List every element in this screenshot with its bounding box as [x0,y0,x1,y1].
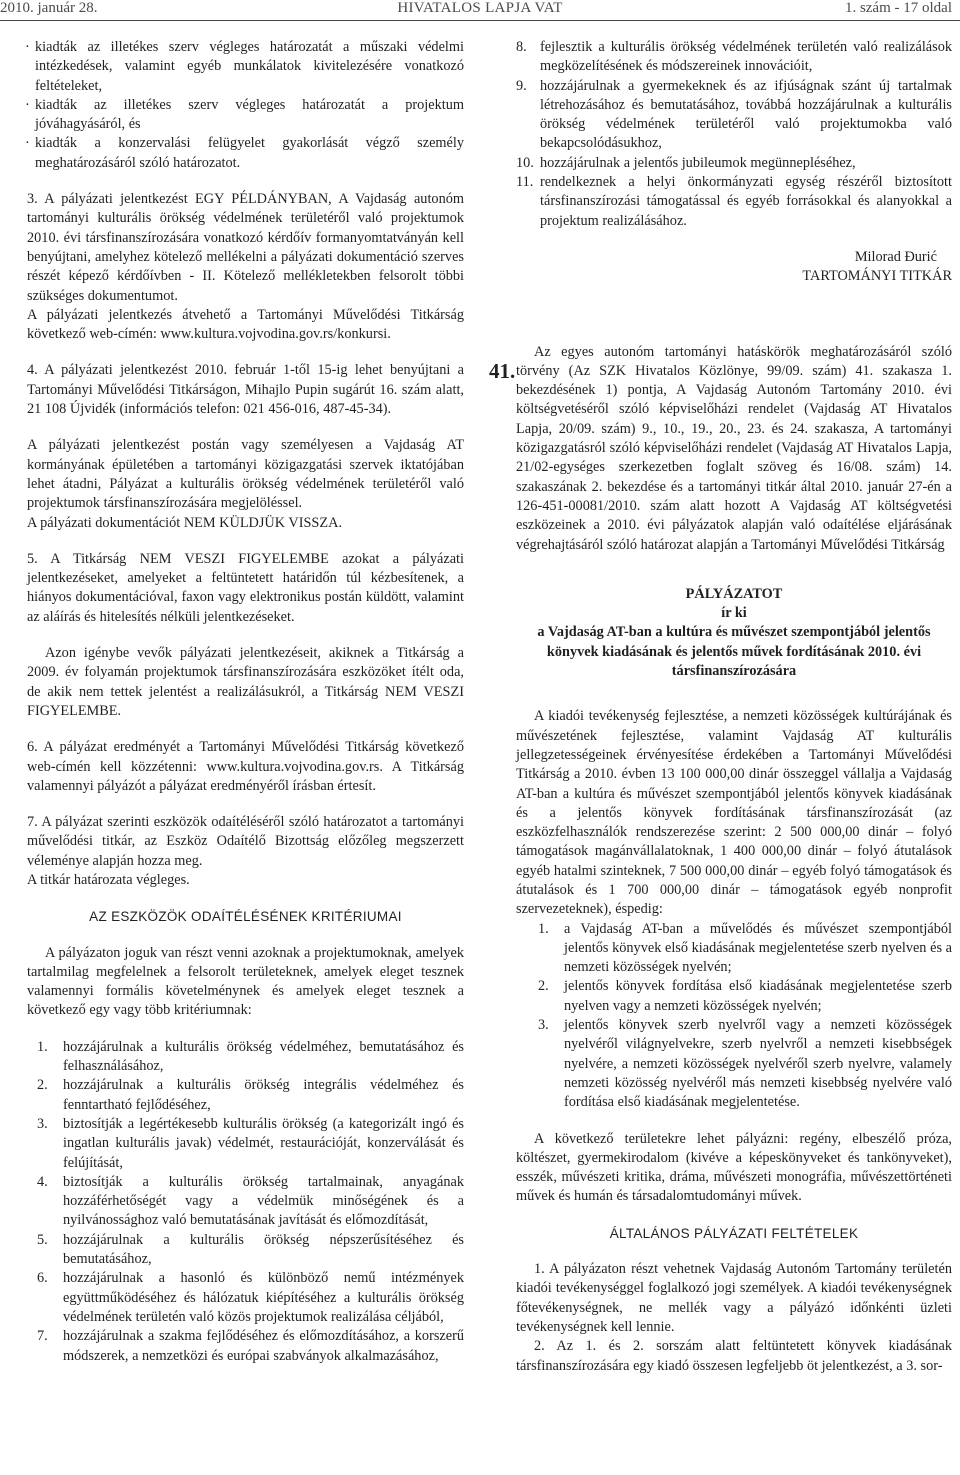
criteria-item: 6. hozzájárulnak a hasonló és különböző nemű intézmények együttműködéséhez és hálózatuk kiépítéséhez a kulturális örökség védelmének területén való közös projektumok realizálása céljából, [37,1270,464,1325]
criteria-item: 5. hozzájárulnak a kulturális örökség népszerűsítéséhez és bemutatásához, [37,1231,464,1268]
header-gazette-title: HIVATALOS LAPJA VAT [397,0,563,16]
criteria-item: 1. hozzájárulnak a kulturális örökség védelméhez, bemutatásához és felhasználásához, [37,1038,464,1075]
genre-areas: A következő területekre lehet pályázni: regény, elbeszélő próza, költészet, gyermekirodalom (kivéve a képeskönyveket és tankönyveket), esszék, művészeti kritika, dráma, művészeti monográfia, művészettörténeti művek és humán és társadalomtudományi művek. [516,1130,952,1205]
condition-1: 1. A pályázaton részt vehetnek Vajdaság Autonóm Tartomány területén kiadói tevékenységgel foglalkozó jogi személyek. A kiadói tevékenységnek főtevékenységnek, ne mellék vagy a pályázó időnkénti üzleti tevékenységnek kell lennie. [516,1261,952,1335]
paragraph-5-previous-users: Azon igénybe vevők pályázati jelentkezéseit, akiknek a Titkárság a 2009. év folyamán projektumok társfinanszírozására eszközöket ítélt oda, de akik nem tettek jelentést a realizálásukról, a Titkárság NEM VESZI FIGYELEMBE. [27,645,464,719]
bullet-item: · kiadták az illetékes szerv végleges határozatát a projektum jóváhagyásáról, és [27,96,464,135]
announcement-subject: a Vajdaság AT-ban a kultúra és művészet szempontjából jelentős könyvek kiadásának és jelentős művek fordításának 2010. évi társfinanszírozására [537,624,931,680]
header-rule [0,20,960,21]
criteria-item: 4. biztosítják a kulturális örökség tartalmainak, anyagának hozzáférhetőségét vagy a védelmük minőségének és a nyilvánossághoz való bemutatásának javítását és előmozdítását, [37,1173,464,1229]
bullet-item: · kiadták az illetékes szerv végleges határozatát a műszaki védelmi intézkedések, valamint egyéb munkálatok kivitelezésére vonatkozó feltételeket, [27,38,464,96]
criteria-item: 11. rendelkeznek a helyi önkormányzati egység részéről biztosított társfinanszírozási támogatással és egyéb forrásokkal és alanyokkal a projektum realizálásához. [516,174,952,229]
header-date: 2010. január 28. [0,0,98,16]
criteria-item: 7. hozzájárulnak a szakma fejlődéséhez és előmozdításához, a korszerű módszerek, a nemzetközi és európai szabványok alkalmazásához, [37,1328,464,1364]
criteria-intro: A pályázaton joguk van részt venni azoknak a projektumoknak, amelyek tartalmilag megfelelnek a felsorolt területeknek, amelyek eleget tesznek valamennyi formális követelménynek és amelyek eleget tesznek a következő egy vagy több kritériumnak: [27,944,464,1019]
supported-item: 3. jelentős könyvek szerb nyelvről vagy a nemzeti közösségek nyelvéről világnyelvekre, szerb nyelvről a nemzeti kisebbségek nyelvére, a nemzeti közösségek nyelvéről szerb nyelvre, valamely nemzeti közösség nyelvéről más nemzeti kisebbség nyelvére való fordítása első kiadásának megjelentetése. [538,1017,952,1111]
paragraph-3-web: A pályázati jelentkezés átvehető a Tartományi Művelődési Titkárság következő web-címén: www.kultura.vojvodina.gov.rs/konkursi. [27,306,464,343]
paragraph-4-no-return: A pályázati dokumentációt NEM KÜLDJÜK VISSZA. [27,514,343,531]
left-column [27,38,464,1366]
paragraph-6: 6. A pályázat eredményét a Tartományi Művelődési Titkárság következő web-címén kell közzétenni: www.kultura.vojvodina.gov.rs. A Titkárság valamennyi pályázót a pályázat eredményéről írásban értesít. [27,739,464,794]
criteria-heading: AZ ESZKÖZÖK ODAÍTÉLÉSÉNEK KRITÉRIUMAI [89,909,402,925]
preamble: Az egyes autonóm tartományi hatáskörök meghatározásáról szóló törvény (Az SZK Hivatalos Közlönye, 99/09. szám) 41. szakasza 1. bekezdésének 1) pontja, A Vajdaság Autonóm Tartomány 2010. évi költségvetéséről szóló képviselőházi rendelet (Vajdaság AT Hivatalos Lapja, 20/09. szám) 9., 10., 19., 20., 23. és 24. szakasza, A tartományi közigazgatásról szóló képviselőházi rendelet (Vajdaság AT Hivatalos Lapja, 21/02-egységes szerkezetben foglalt szöveg és 16/08. szám) 14. szakaszának 2. bekezdése és a tartományi titkár által 2010. január 27-én a 126-451-00081/2010. szám alatt hozott A Vajdaság AT költségvetési eszközeinek a 2010. évi pályázatok alapján való odaítélése eljárásának végrehajtásáról szóló határozat alapján a Tartományi Művelődési Titkárság [516,343,952,553]
paragraph-7-final: A titkár határozata végleges. [27,871,190,888]
right-column [516,38,952,1376]
bullet-item: · kiadták a konzervalási felügyelet gyakorlását végző személy meghatározásáról szóló határozatot. [27,134,464,173]
criteria-item: 10. hozzájárulnak a jelentős jubileumok megünnepléséhez, [516,154,856,171]
header-issue-page: 1. szám - 17 oldal [844,0,952,16]
paragraph-4: 4. A pályázati jelentkezést 2010. február 1-től 15-ig lehet benyújtani a Tartományi Művelődési Titkárságon, Mihajlo Pupin sugárút 16. szám alatt, 21 108 Újvidék (információs telefon: 021 456-016, 487-45-34). [27,362,464,418]
section-number: 41. [489,359,516,383]
criteria-item: 2. hozzájárulnak a kulturális örökség integrális védelméhez és fenntartható fejlődéséhez, [37,1077,464,1113]
criteria-list-continued [516,38,952,231]
announcement-subtitle: ír ki [721,605,747,622]
page-header [0,0,960,22]
announcement-title: PÁLYÁZATOT [685,585,783,602]
supported-items-list [528,920,952,1113]
supported-item: 1. a Vajdaság AT-ban a művelődés és művészet szempontjából jelentős könyvek első kiadásának megjelentetése szerb nyelven és a nemzeti közösségek nyelvén; [538,920,952,976]
criteria-item: 8. fejlesztik a kulturális örökség védelmének területén való realizálások megközelítésének és módszereinek innovációit, [516,39,952,75]
signer-name: Milorad Đurić [854,248,937,265]
conditions-heading: ÁLTALÁNOS PÁLYÁZATI FELTÉTELEK [609,1225,859,1241]
requirement-bullet-list [27,38,464,173]
paragraph-5: 5. A Titkárság NEM VESZI FIGYELEMBE azokat a pályázati jelentkezéseket, amelyeket a feltüntetett határidőn túl kézbesítenek, a hiányos dokumentációval, faxon vagy elektronikus postán küldött, valamint az aláírás és hitelesítés nélküli jelentkezéseket. [27,550,464,625]
criteria-item: 3. biztosítják a legértékesebb kulturális örökség (a kategorizált ingó és ingatlan kulturális javak) védelmét, restaurációját, konzerválását és felújítását, [37,1115,464,1171]
announcement-intro: A kiadói tevékenység fejlesztése, a nemzeti közösségek kultúrájának és művészetének fejlesztése, valamint Vajdaság AT kulturális jellegzetességeinek érvényesítése érdekében a Tartományi Művelődési Titkárság a 2010. évben 13 100 000,00 dinár összeggel vállalja a Vajdaság AT-ban a kultúra és művészet szempontjából jelentős könyvek kiadásának és a jelentős könyvek fordításának társfinanszírozását (az eszközfelhasználók rendszerezése szerint: 2 500 000,00 dinár – folyó támogatások magánvállalatoknak, 1 400 000,00 dinár – folyó átutalások egyéb hatalmi szinteknek, 7 500 000,00 dinár – egyéb folyó támogatások és átutalások és 1 700 000,00 dinár – támogatások egyéb nonprofit szervezeteknek), éspedig: [516,708,952,918]
paragraph-4-submission: A pályázati jelentkezést postán vagy személyesen a Vajdaság AT kormányának épületében a tartományi közigazgatási szervek iktatójában lehet átadni, Pályázat a kulturális örökség védelmének területéről való projektumok társfinanszírozására megjelöléssel. [27,437,464,512]
criteria-item: 9. hozzájárulnak a gyermekeknek és az ifjúságnak szánt új tartalmak létrehozásához és bemutatásához, továbbá hozzájárulnak a kulturális örökség védelmének területéről való projektumokba való bekapcsolódásukhoz, [516,77,952,152]
signer-title: TARTOMÁNYI TITKÁR [802,268,952,285]
paragraph-3: 3. A pályázati jelentkezést EGY PÉLDÁNYBAN, A Vajdaság autonóm tartományi kulturális örökség védelmének területéről való projektumok 2010. évi társfinanszírozására vonatkozó kérdőív formanyomtatványán kell benyújtani, amelyhez kötelező mellékelni a pályázati dokumentáció szerves részét képező kérdőívben - II. Kötelező mellékletekben felsorolt többi szükséges dokumentumot. [27,191,464,304]
paragraph-7: 7. A pályázat szerinti eszközök odaítéléséről szóló határozatot a tartományi művelődési titkár, az Eszköz Odaítélő Bizottság előzőleg megszerzett véleménye alapján hozza meg. [27,814,464,869]
criteria-list [27,1038,464,1366]
condition-2: 2. Az 1. és 2. sorszám alatt feltüntetett könyvek kiadásának társfinanszírozására egy kiadó összesen legfeljebb öt jelentkezést, a 3. sor- [516,1338,952,1374]
supported-item: 2. jelentős könyvek fordítása első kiadásának megjelentetése szerb nyelven vagy a nemzeti közösségek nyelvén; [538,978,952,1014]
